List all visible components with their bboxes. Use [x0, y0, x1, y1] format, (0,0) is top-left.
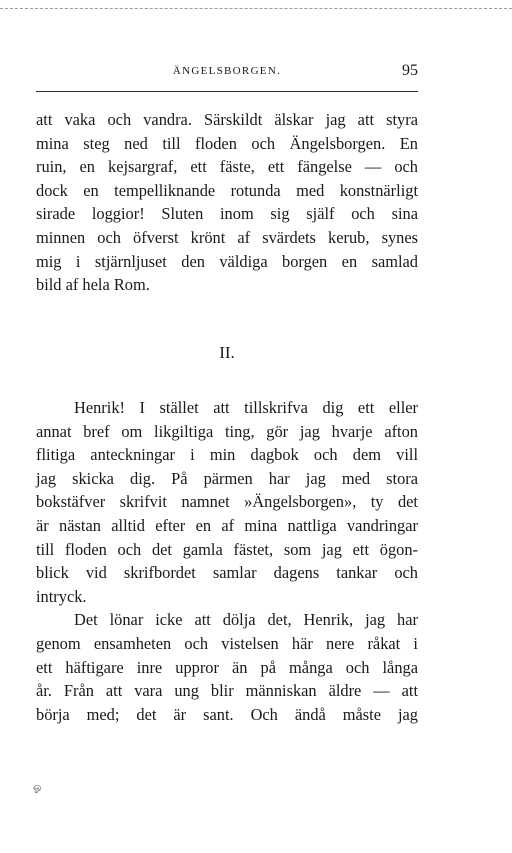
- text-line: minnen och öfverst krönt af svärdets kerub, synes: [36, 227, 418, 247]
- text-line: annat bref om likgiltiga ting, gör jag hvarje afton: [36, 421, 418, 441]
- text-line: flitiga anteckningar i min dagbok och dem vill: [36, 445, 418, 465]
- text-line: är nästan alltid efter en af mina nattliga vandringar: [36, 515, 418, 535]
- text-line: sirade loggior! Sluten inom sig själf och sina: [36, 204, 418, 224]
- ink-smudge-icon: ஓ: [33, 782, 42, 793]
- body-text: [36, 396, 418, 726]
- text-line: jag skicka dig. På pärmen har jag med stora: [36, 468, 418, 488]
- paragraph-continued: [36, 108, 418, 297]
- text-line: genom ensamheten och vistelsen här nere råkat i: [36, 633, 418, 653]
- text-line: blick vid skrifbordet samlar dagens tankar och: [36, 563, 418, 583]
- running-head: [36, 62, 418, 84]
- text-line: bild af hela Rom.: [36, 275, 150, 295]
- text-line: ruin, en kejsargraf, ett fäste, ett fängelse — och: [36, 157, 418, 177]
- text-line: att vaka och vandra. Särskildt älskar jag att styra: [36, 110, 418, 129]
- text-line: år. Från att vara ung blir människan äldre — att: [36, 681, 418, 701]
- text-line: Det lönar icke att dölja det, Henrik, jag har: [74, 610, 418, 630]
- text-line: bokstäfver skrifvit namnet »Ängelsborgen», ty det: [36, 492, 418, 512]
- text-line: Henrik! I stället att tillskrifva dig ett eller: [74, 398, 418, 417]
- text-line: dock en tempelliknande rotunda med konstnärligt: [36, 180, 418, 200]
- text-line: mig i stjärnljuset den väldiga borgen en samlad: [36, 251, 418, 271]
- text-line: mina steg ned till floden och Ängelsborgen. En: [36, 133, 418, 153]
- text-line: börja med; det är sant. Och ändå måste jag: [36, 704, 418, 724]
- text-line: till floden och det gamla fästet, som jag ett ögon-: [36, 539, 418, 559]
- text-line: intryck.: [36, 586, 87, 606]
- page-number: 95: [402, 62, 418, 79]
- text-line: ett häftigare inre uppror än på många och långa: [36, 657, 418, 677]
- running-title: ÄNGELSBORGEN.: [172, 65, 282, 77]
- header-rule: [36, 91, 418, 92]
- page-top-edge-rule: [0, 8, 512, 9]
- section-heading: II.: [219, 343, 235, 362]
